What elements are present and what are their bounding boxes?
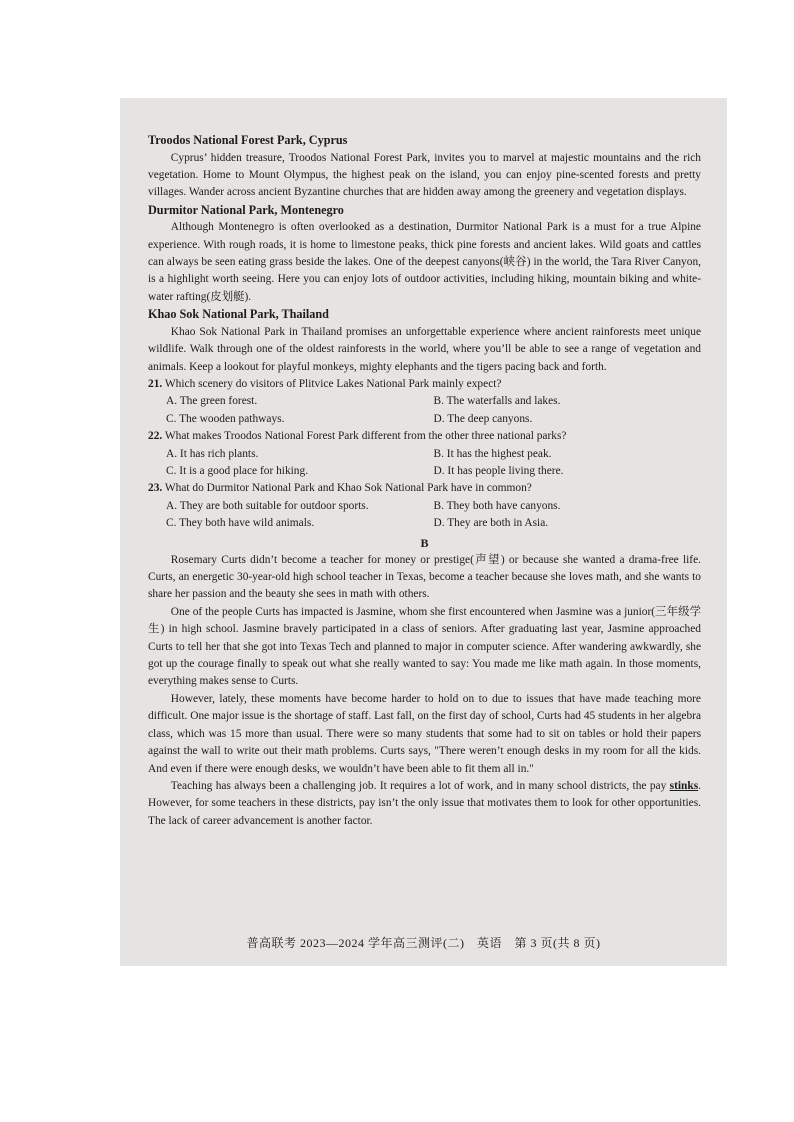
park-title-troodos: Troodos National Forest Park, Cyprus	[148, 133, 348, 147]
paragraph-text: Teaching has always been a challenging job. It requires a lot of work, and in many school districts, the pay	[170, 779, 670, 792]
question-23	[148, 480, 701, 497]
option-d: D. They are both in Asia.	[433, 517, 549, 530]
question-22	[148, 428, 701, 445]
option-d: D. The deep canyons.	[433, 412, 533, 425]
passage-b-paragraph-2: One of the people Curts has impacted is Jasmine, whom she first encountered when Jasmine was a junior(三年级学生) in high school. Jasmine bravely participated in a class of seniors. After graduating last year, Jasmine approached Curts to tell her that she got into Texas Tech and planned to major in computer science. After wandering awkwardly, she got up the courage finally to speak out what she really wanted to say: You made me like math again. In those moments, everything makes sense to Curts.	[148, 605, 701, 688]
option-b: B. It has the highest peak.	[433, 447, 552, 460]
question-22-options	[148, 446, 701, 481]
option-a: A. The green forest.	[166, 395, 258, 408]
option-b: B. The waterfalls and lakes.	[433, 395, 561, 408]
paragraph-text: . However, for some teachers in these districts, pay isn’t the only issue that motivates them to look for other opportunities. The lack of career advancement is another factor.	[148, 779, 701, 827]
park-text-troodos: Cyprus’ hidden treasure, Troodos National Forest Park, invites you to marvel at majestic mountains and the rich vegetation. Home to Mount Olympus, the highest peak on the island, you can enjoy pine-scented forests and pretty villages. Wander across ancient Byzantine churches that are hidden away among the greenery and vegetation displays.	[148, 151, 701, 199]
option-c: C. It is a good place for hiking.	[166, 465, 309, 477]
park-title-durmitor: Durmitor National Park, Montenegro	[148, 202, 344, 217]
question-21-options	[148, 393, 701, 428]
option-d: D. It has people living there.	[433, 465, 564, 477]
section-b-heading: B	[420, 535, 429, 550]
question-number: 22.	[148, 430, 163, 443]
page-footer: 普高联考 2023—2024 学年高三测评(二) 英语 第 3 页(共 8 页)	[246, 936, 601, 950]
question-stem: What makes Troodos National Forest Park different from the other three national parks?	[164, 430, 567, 443]
park-text-durmitor: Although Montenegro is often overlooked as a destination, Durmitor National Park is a must for a true Alpine experience. With rough roads, it is home to limestone peaks, thick pine forests and ancient lakes. Wild goats and cattles can always be seen eating grass beside the lakes. One of the deepest canyons(峡谷) in the world, the Tara River Canyon, is a highlight worth seeing. Here you can enjoy lots of outdoor activities, including hiking, mountain biking and white-water rafting(皮划艇).	[148, 221, 701, 303]
option-a: A. They are both suitable for outdoor sports.	[166, 499, 369, 512]
option-c: C. The wooden pathways.	[166, 412, 285, 425]
option-b: B. They both have canyons.	[433, 499, 561, 512]
question-21	[148, 376, 701, 393]
option-a: A. It has rich plants.	[166, 447, 259, 460]
question-number: 21.	[148, 377, 163, 390]
underlined-word: stinks	[669, 779, 699, 792]
option-c: C. They both have wild animals.	[166, 517, 315, 530]
passage-b-paragraph-4	[148, 778, 701, 830]
question-stem: Which scenery do visitors of Plitvice Lakes National Park mainly expect?	[164, 377, 502, 390]
park-title-khaosok: Khao Sok National Park, Thailand	[148, 307, 329, 322]
passage-b-paragraph-3: However, lately, these moments have become harder to hold on to due to issues that have made teaching more difficult. One major issue is the shortage of staff. Last fall, on the first day of school, Curts had 45 students in her algebra class, which was 15 more than usual. There were so many students that some had to sit on tables or hold their papers against the wall to write out their math problems. Curts says, "There weren’t enough desks in my room for all the kids. And even if there were enough desks, we wouldn’t have been able to fit them all in."	[148, 692, 701, 775]
park-text-khaosok: Khao Sok National Park in Thailand promises an unforgettable experience where ancient rainforests meet unique wildlife. Walk through one of the oldest rainforests in the world, where you’ll be able to see a range of vegetation and animals. Keep a lookout for playful monkeys, mighty elephants and the tigers pacing back and forth.	[148, 325, 701, 373]
question-number: 23.	[148, 482, 163, 495]
exam-page	[120, 98, 727, 966]
question-stem: What do Durmitor National Park and Khao Sok National Park have in common?	[164, 482, 532, 495]
passage-b-paragraph-1: Rosemary Curts didn’t become a teacher for money or prestige(声望) or because she wanted a drama-free life. Curts, an energetic 30-year-old high school teacher in Texas, become a teacher because she loves math, and she wants to share her passion and the beauty she sees in math with others.	[148, 553, 701, 601]
question-23-options	[148, 498, 701, 533]
